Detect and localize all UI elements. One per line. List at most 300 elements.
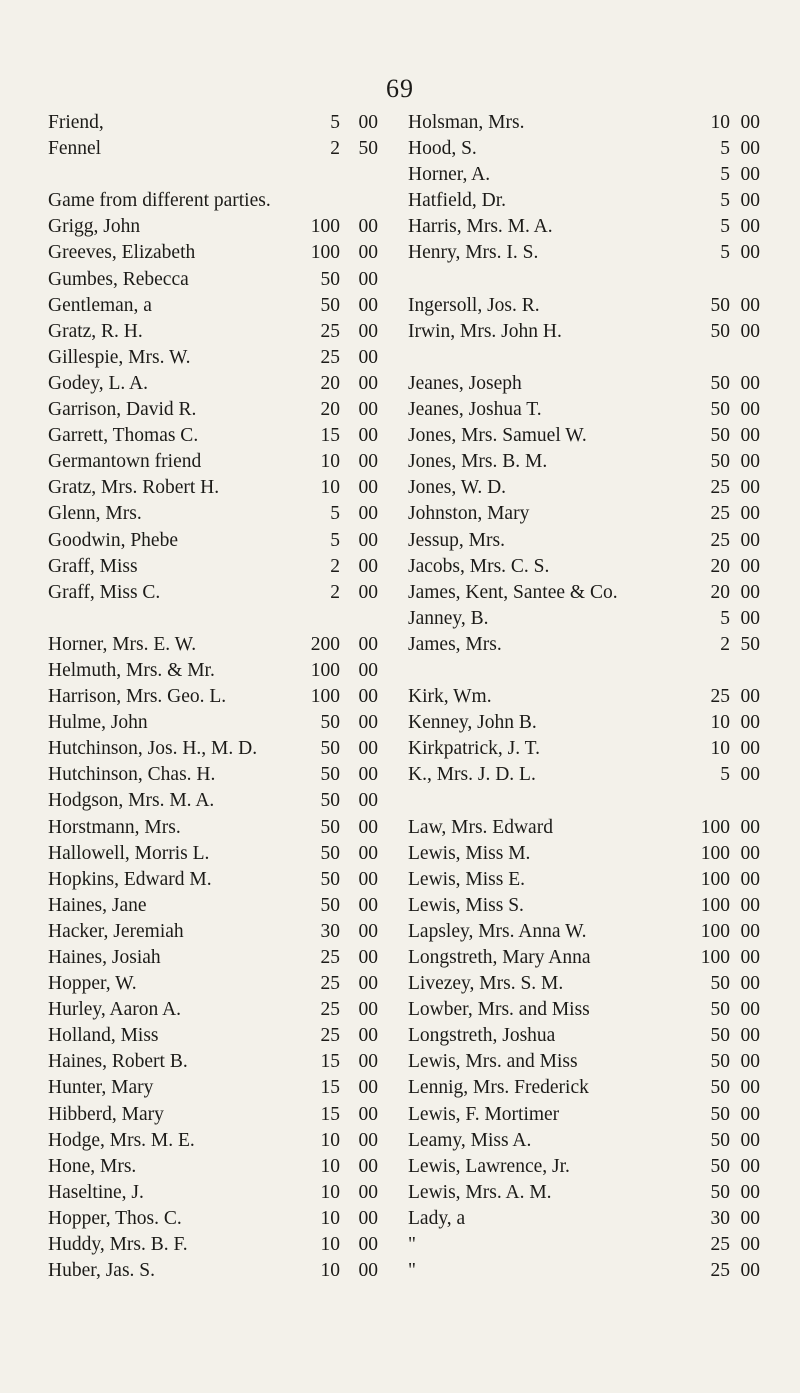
amount-dollars: 5 [330,112,340,133]
donor-row [408,528,768,554]
amount-dollars: 10 [710,738,730,760]
donor-name: K., Mrs. J. D. L. [408,764,536,786]
amount-cents: 00 [358,659,378,681]
donor-name: Leamy, Miss A. [408,1129,532,1151]
donor-row [48,1102,386,1128]
amount-dollars: 2 [330,555,340,577]
amount-dollars: 20 [710,555,730,577]
donor-name: Henry, Mrs. I. S. [408,242,539,264]
donor-row [408,1232,768,1258]
donor-name: Jessup, Mrs. [408,529,505,551]
donor-row [48,788,386,814]
donor-row [408,319,768,345]
donor-name: Johnston, Mary [408,503,530,525]
donor-name: James, Kent, Santee & Co. [408,581,618,603]
amount-cents: 00 [740,294,760,316]
donor-row [408,580,768,606]
donor-name: Hatfield, Dr. [408,190,507,212]
amount-cents: 00 [740,973,760,995]
amount-cents: 00 [358,738,378,760]
amount-cents: 00 [740,112,760,133]
amount-cents: 00 [358,790,378,812]
donor-name: Longstreth, Joshua [408,1025,556,1047]
donor-name: Horstmann, Mrs. [48,816,181,838]
donor-name: Hood, S. [408,138,477,160]
donor-row [48,1154,386,1180]
amount-dollars: 50 [320,842,340,864]
donor-row [408,1102,768,1128]
amount-dollars: 25 [320,973,340,995]
amount-cents: 50 [740,633,760,655]
donor-row [408,632,768,658]
donor-row [48,945,386,971]
amount-cents: 00 [740,190,760,212]
donor-row [48,1180,386,1206]
amount-dollars: 20 [320,399,340,421]
donor-row [408,345,768,371]
donor-row [408,710,768,736]
amount-cents: 00 [740,738,760,760]
amount-dollars: 50 [710,1077,730,1099]
amount-dollars: 15 [320,1051,340,1073]
amount-dollars: 50 [710,1181,730,1203]
amount-dollars: 50 [320,894,340,916]
amount-cents: 00 [740,320,760,342]
amount-cents: 00 [740,451,760,473]
amount-dollars: 50 [710,399,730,421]
amount-cents: 00 [358,920,378,942]
donor-name: Germantown friend [48,451,202,473]
donor-row [408,371,768,397]
amount-cents: 00 [358,1181,378,1203]
donor-row [408,1128,768,1154]
donor-row [408,554,768,580]
donor-row [408,841,768,867]
donor-row [408,606,768,632]
donor-name: Hone, Mrs. [48,1155,137,1177]
donor-row [48,371,386,397]
amount-cents: 00 [358,242,378,264]
donor-row [408,867,768,893]
amount-dollars: 50 [710,1051,730,1073]
amount-cents: 00 [358,294,378,316]
amount-dollars: 25 [710,503,730,525]
amount-dollars: 50 [710,1129,730,1151]
donor-row [48,1023,386,1049]
donor-name: Jeanes, Joshua T. [408,399,542,421]
donor-name: Haines, Josiah [48,947,161,968]
amount-cents: 00 [358,973,378,995]
donor-row [48,971,386,997]
donor-row [48,762,386,788]
amount-cents: 00 [740,529,760,551]
donor-name: Garrison, David R. [48,399,197,421]
amount-cents: 00 [358,1155,378,1177]
amount-dollars: 50 [710,1155,730,1177]
amount-dollars: 25 [320,320,340,342]
donor-name: Longstreth, Mary Anna [408,947,591,968]
donor-name: Gratz, Mrs. Robert H. [48,477,220,499]
donor-row [408,214,768,240]
donor-row [48,397,386,423]
donor-name: Irwin, Mrs. John H. [408,320,562,342]
donor-name: Harrison, Mrs. Geo. L. [48,686,227,708]
donor-row [408,136,768,162]
donor-name: Graff, Miss C. [48,581,161,603]
donor-name: James, Mrs. [408,633,502,655]
amount-dollars: 50 [710,372,730,394]
amount-dollars: 50 [710,1025,730,1047]
donor-row [408,997,768,1023]
amount-dollars: 50 [320,790,340,812]
amount-cents: 00 [358,399,378,421]
donor-row [48,345,386,371]
donor-name: Hopkins, Edward M. [48,868,212,890]
amount-cents: 00 [740,1051,760,1073]
amount-cents: 00 [358,633,378,655]
amount-cents: 00 [358,451,378,473]
donor-name: Glenn, Mrs. [48,503,142,525]
donor-name: Gumbes, Rebecca [48,268,189,290]
amount-dollars: 15 [320,425,340,447]
donor-row [408,762,768,788]
donor-row [48,632,386,658]
donor-row [408,1023,768,1049]
amount-dollars: 5 [720,138,730,160]
amount-cents: 00 [358,1207,378,1229]
amount-cents: 00 [740,1103,760,1125]
donor-name: Lewis, F. Mortimer [408,1103,560,1125]
donor-name: Gillespie, Mrs. W. [48,346,191,368]
donor-row [48,841,386,867]
donor-name: Graff, Miss [48,555,138,577]
amount-cents: 50 [358,138,378,160]
amount-dollars: 100 [700,894,730,916]
amount-cents: 00 [358,425,378,447]
donor-row [48,188,386,214]
amount-cents: 00 [358,529,378,551]
donor-name: Lewis, Miss S. [408,894,524,916]
amount-cents: 00 [358,346,378,368]
donor-row [408,188,768,214]
amount-cents: 00 [740,1260,760,1282]
amount-cents: 00 [358,1103,378,1125]
amount-cents: 00 [740,555,760,577]
amount-dollars: 50 [320,816,340,838]
donor-row [408,110,768,136]
amount-cents: 00 [358,1234,378,1256]
donor-name: Law, Mrs. Edward [408,816,553,838]
donor-name: Huber, Jas. S. [48,1260,156,1282]
donor-row [48,1258,386,1284]
amount-dollars: 5 [720,190,730,212]
amount-dollars: 50 [320,268,340,290]
donor-row [48,606,386,632]
donor-row [408,1049,768,1075]
amount-dollars: 30 [320,920,340,942]
donor-name: Jeanes, Joseph [408,372,522,394]
amount-cents: 00 [358,503,378,525]
donor-name: Kirk, Wm. [408,686,492,708]
amount-dollars: 50 [320,868,340,890]
amount-cents: 00 [740,1025,760,1047]
donor-row [408,1154,768,1180]
donor-name: Holland, Miss [48,1025,159,1047]
amount-dollars: 10 [320,1181,340,1203]
amount-cents: 00 [740,1129,760,1151]
donor-name: Haines, Jane [48,894,147,916]
donor-name: Kirkpatrick, J. T. [408,738,540,760]
donor-row [408,684,768,710]
amount-cents: 00 [740,1155,760,1177]
amount-dollars: 20 [710,581,730,603]
donor-row [48,815,386,841]
amount-dollars: 25 [320,346,340,368]
amount-cents: 00 [358,1260,378,1282]
amount-dollars: 5 [720,216,730,238]
amount-cents: 00 [740,216,760,238]
amount-dollars: 200 [310,633,340,655]
donor-name: Hunter, Mary [48,1077,154,1099]
amount-dollars: 5 [720,242,730,264]
amount-cents: 00 [740,581,760,603]
donor-row [48,1206,386,1232]
amount-dollars: 10 [320,1155,340,1177]
amount-dollars: 100 [310,659,340,681]
donor-name: Lewis, Mrs. and Miss [408,1051,578,1073]
donor-row [48,1049,386,1075]
donor-row [48,684,386,710]
donor-name: " [408,1234,416,1256]
donor-name: Hulme, John [48,712,148,734]
amount-cents: 00 [358,1129,378,1151]
donor-name: Goodwin, Phebe [48,529,178,551]
amount-cents: 00 [740,764,760,786]
amount-cents: 00 [358,477,378,499]
donor-name: Jones, W. D. [408,477,507,499]
amount-cents: 00 [358,268,378,290]
donor-row [408,971,768,997]
donor-name: Lennig, Mrs. Frederick [408,1077,589,1099]
amount-dollars: 100 [310,686,340,708]
donor-name: Hodgson, Mrs. M. A. [48,790,215,812]
donor-row [48,1232,386,1258]
amount-dollars: 10 [320,451,340,473]
donor-row [48,919,386,945]
donor-row [48,710,386,736]
donor-row [48,293,386,319]
donor-row [48,475,386,501]
amount-cents: 00 [740,1077,760,1099]
donor-name: Hodge, Mrs. M. E. [48,1129,195,1151]
amount-dollars: 50 [710,1103,730,1125]
donor-name: Kenney, John B. [408,712,537,734]
amount-dollars: 100 [700,868,730,890]
amount-cents: 00 [358,816,378,838]
amount-cents: 00 [358,764,378,786]
amount-dollars: 50 [710,320,730,342]
amount-cents: 00 [740,868,760,890]
donor-row [48,893,386,919]
donor-name: Gentleman, a [48,294,152,316]
amount-cents: 00 [740,947,760,968]
amount-cents: 00 [358,216,378,238]
donor-name: Hibberd, Mary [48,1103,164,1125]
donor-row [408,736,768,762]
amount-cents: 00 [740,372,760,394]
amount-dollars: 25 [320,947,340,968]
donor-name: Lewis, Mrs. A. M. [408,1181,552,1203]
donor-name: Jones, Mrs. Samuel W. [408,425,587,447]
donor-row [408,1258,768,1284]
amount-cents: 00 [358,712,378,734]
donor-row [48,319,386,345]
donor-name: Jacobs, Mrs. C. S. [408,555,550,577]
amount-cents: 00 [740,399,760,421]
amount-dollars: 10 [710,712,730,734]
donor-row [48,267,386,293]
amount-dollars: 2 [330,138,340,160]
donor-row [48,528,386,554]
donor-name: Hurley, Aaron A. [48,999,182,1021]
amount-cents: 00 [358,581,378,603]
donor-name: Holsman, Mrs. [408,112,525,133]
amount-cents: 00 [740,1207,760,1229]
donor-row [48,449,386,475]
page-number: 69 [386,74,414,103]
donor-row [408,293,768,319]
amount-dollars: 10 [320,1207,340,1229]
amount-cents: 00 [740,503,760,525]
amount-dollars: 50 [320,738,340,760]
donor-name: Helmuth, Mrs. & Mr. [48,659,215,681]
donor-row [48,240,386,266]
donor-name: Huddy, Mrs. B. F. [48,1234,188,1256]
donor-name: Livezey, Mrs. S. M. [408,973,564,995]
donor-name: Lewis, Miss E. [408,868,525,890]
donor-name: Friend, [48,112,104,133]
donor-row [408,501,768,527]
amount-dollars: 10 [320,1260,340,1282]
donor-name: Godey, L. A. [48,372,149,394]
amount-cents: 00 [740,477,760,499]
donor-name: Horner, Mrs. E. W. [48,633,197,655]
donor-row [48,997,386,1023]
donor-row [48,110,386,136]
donor-name: Hutchinson, Chas. H. [48,764,216,786]
donor-name: Fennel [48,138,102,160]
donor-row [48,736,386,762]
amount-dollars: 50 [320,764,340,786]
amount-dollars: 15 [320,1103,340,1125]
donor-row [408,1206,768,1232]
donor-row [408,162,768,188]
amount-cents: 00 [358,868,378,890]
donor-row [408,788,768,814]
amount-cents: 00 [358,1051,378,1073]
donor-row [408,449,768,475]
amount-cents: 00 [358,842,378,864]
donor-name: Hopper, Thos. C. [48,1207,182,1229]
amount-dollars: 10 [710,112,730,133]
donor-row [408,475,768,501]
amount-dollars: 100 [700,920,730,942]
donor-row [408,397,768,423]
donor-name: Haseltine, J. [48,1181,144,1203]
amount-dollars: 100 [700,947,730,968]
donor-row [408,1075,768,1101]
amount-cents: 00 [740,920,760,942]
amount-dollars: 2 [330,581,340,603]
donor-row [408,893,768,919]
amount-dollars: 50 [710,294,730,316]
amount-cents: 00 [740,686,760,708]
donor-name: Greeves, Elizabeth [48,242,196,264]
amount-dollars: 20 [320,372,340,394]
amount-cents: 00 [740,242,760,264]
donor-name: Janney, B. [408,607,489,629]
amount-dollars: 100 [310,216,340,238]
amount-cents: 00 [358,320,378,342]
donor-name: Horner, A. [408,164,491,186]
amount-dollars: 50 [710,451,730,473]
amount-cents: 00 [740,425,760,447]
donor-row [408,945,768,971]
amount-cents: 00 [740,894,760,916]
right-column [408,110,768,1284]
amount-cents: 00 [358,372,378,394]
amount-cents: 00 [358,686,378,708]
donor-row [48,658,386,684]
amount-cents: 00 [740,164,760,186]
amount-cents: 00 [740,842,760,864]
left-column [48,110,386,1284]
amount-cents: 00 [358,112,378,133]
donor-name: Lewis, Miss M. [408,842,531,864]
donor-row [408,919,768,945]
amount-dollars: 25 [710,477,730,499]
donor-row [408,815,768,841]
amount-dollars: 15 [320,1077,340,1099]
amount-dollars: 5 [330,529,340,551]
donor-name: Lewis, Lawrence, Jr. [408,1155,570,1177]
amount-cents: 00 [740,816,760,838]
amount-dollars: 50 [320,294,340,316]
amount-cents: 00 [358,555,378,577]
amount-dollars: 5 [330,503,340,525]
donor-name: Harris, Mrs. M. A. [408,216,553,238]
donor-row [48,214,386,240]
donor-name: Garrett, Thomas C. [48,425,199,447]
donor-row [408,658,768,684]
donor-row [48,1075,386,1101]
amount-cents: 00 [740,1181,760,1203]
amount-cents: 00 [358,999,378,1021]
amount-dollars: 10 [320,1129,340,1151]
amount-dollars: 50 [710,425,730,447]
donor-name: Hutchinson, Jos. H., M. D. [48,738,258,760]
amount-dollars: 100 [700,842,730,864]
donor-name: Lapsley, Mrs. Anna W. [408,920,587,942]
donor-name: Hacker, Jeremiah [48,920,184,942]
amount-cents: 00 [358,1025,378,1047]
amount-dollars: 25 [320,1025,340,1047]
donor-row [408,1180,768,1206]
donor-name: Game from different parties. [48,190,271,212]
amount-dollars: 50 [710,999,730,1021]
donor-name: Jones, Mrs. B. M. [408,451,548,473]
donor-row [48,162,386,188]
